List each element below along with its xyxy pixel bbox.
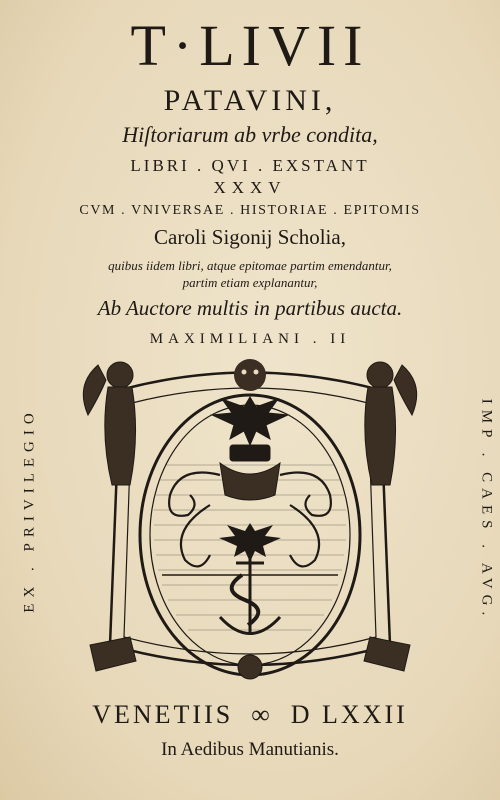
lion-mask-icon bbox=[234, 359, 266, 391]
privilege-top: MAXIMILIANI . II bbox=[149, 331, 351, 347]
origin-heading: PATAVINI, bbox=[163, 84, 337, 117]
commentary-line: Caroli Sigonij Scholia, bbox=[154, 225, 346, 249]
imprint-year: D LXXII bbox=[290, 700, 408, 729]
augmented-line: Ab Auctore multis in partibus aucta. bbox=[97, 296, 403, 320]
cherub-right-icon bbox=[365, 362, 417, 485]
eagle-crest-icon bbox=[212, 397, 288, 500]
description-line-1: quibus iidem libri, atque epitomae partim emendantur, bbox=[108, 258, 392, 273]
description-line-2: partim etiam explanantur, bbox=[182, 275, 318, 290]
work-title: Hiſtoriarum ab vrbe condita, bbox=[122, 122, 378, 147]
epitome-line: CVM . VNIVERSAE . HISTORIAE . EPITOMIS bbox=[79, 203, 421, 218]
mask-icon bbox=[238, 655, 262, 679]
book-right-icon bbox=[364, 637, 410, 671]
privilege-right: IMP . CAES . AVG. bbox=[478, 398, 495, 622]
privilege-left: EX . PRIVILEGIO bbox=[21, 407, 38, 613]
books-count: XXXV bbox=[213, 178, 287, 197]
imprint-city: VENETIIS bbox=[92, 700, 234, 729]
printer-line: In Aedibus Manutianis. bbox=[161, 739, 339, 760]
books-line: LIBRI . QVI . EXSTANT bbox=[130, 156, 370, 175]
printers-device-emblem bbox=[70, 345, 430, 690]
book-icon bbox=[90, 637, 136, 671]
imprint-device: ∞ bbox=[251, 700, 273, 729]
cherub-icon bbox=[83, 362, 135, 485]
imprint-line bbox=[0, 700, 500, 730]
author-heading: T·LIVII bbox=[130, 13, 370, 78]
anchor-dolphin-icon bbox=[220, 555, 280, 635]
